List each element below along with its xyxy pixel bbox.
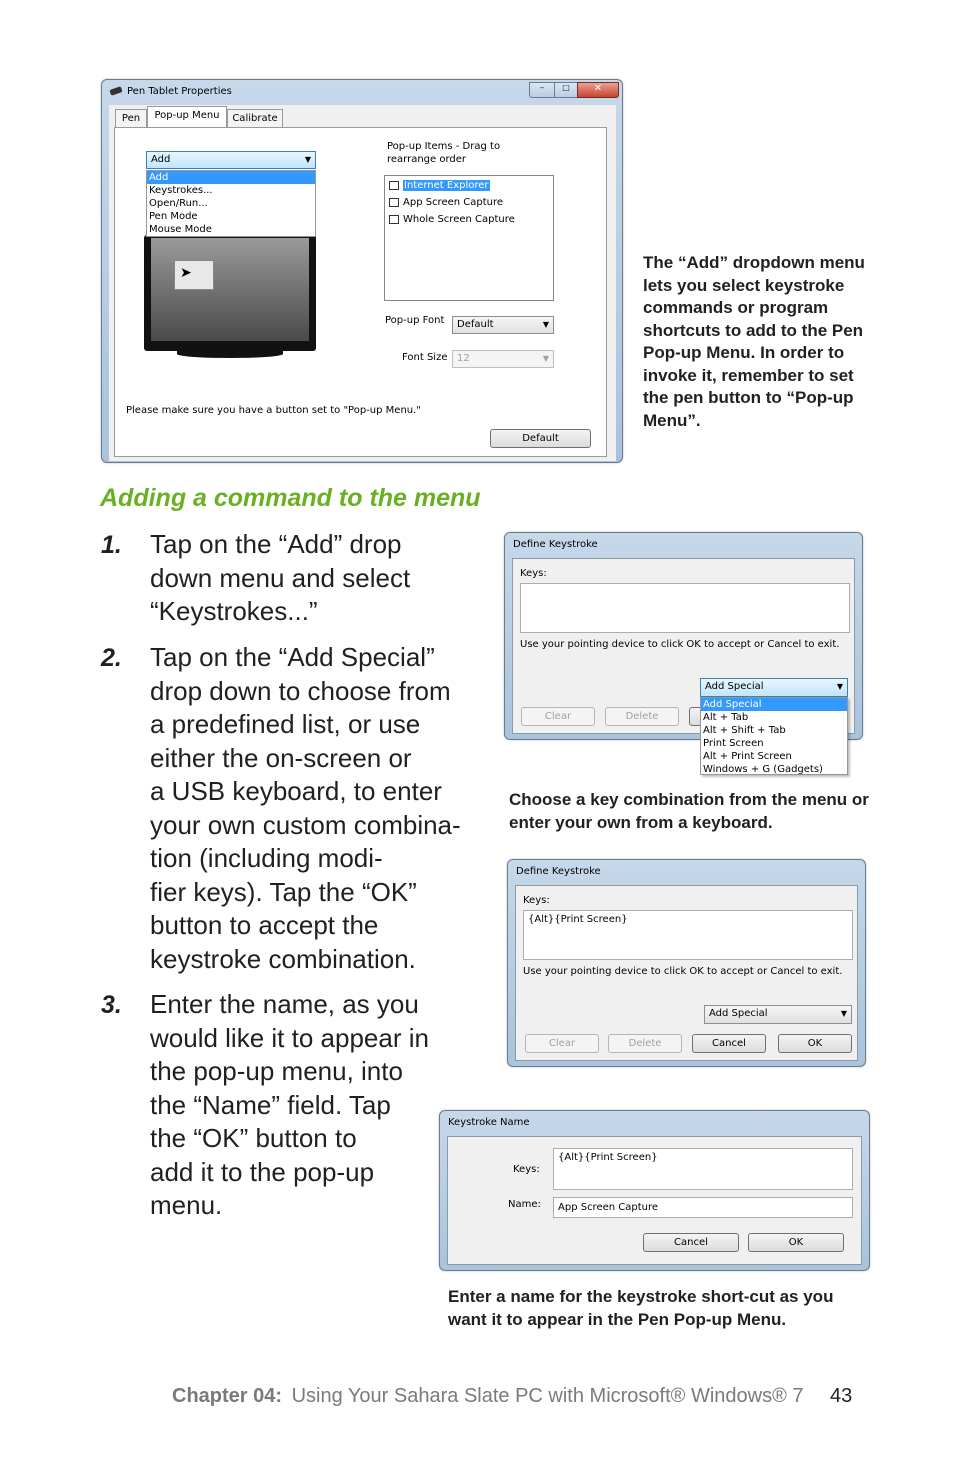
clear-button[interactable]: Clear xyxy=(521,707,595,726)
cursor-icon: ➤ xyxy=(180,265,192,281)
button-notice: Please make sure you have a button set to "Pop-up Menu." xyxy=(126,405,421,416)
monitor-stand xyxy=(177,350,283,358)
chevron-down-icon: ▼ xyxy=(836,682,843,691)
popup-items-list[interactable] xyxy=(384,175,554,301)
add-special-value: Add Special xyxy=(705,681,764,692)
item-icon xyxy=(389,215,399,224)
instruction-text: Use your pointing device to click OK to accept or Cancel to exit. xyxy=(523,966,843,977)
menu-item-alt-shift-tab[interactable]: Alt + Shift + Tab xyxy=(703,725,786,736)
step-line: your own custom combina- xyxy=(150,809,461,840)
menu-item-alt-print-screen[interactable]: Alt + Print Screen xyxy=(703,751,792,762)
add-special-dropdown[interactable] xyxy=(704,1005,852,1024)
menu-item-keystrokes[interactable]: Keystrokes... xyxy=(149,185,213,196)
item-icon xyxy=(389,198,399,207)
add-dropdown[interactable] xyxy=(146,151,316,169)
add-special-value: Add Special xyxy=(709,1008,768,1019)
pen-icon xyxy=(109,86,122,96)
step-line: a predefined list, or use xyxy=(150,709,421,739)
page-number: 43 xyxy=(830,1385,853,1407)
menu-item-mouse-mode[interactable]: Mouse Mode xyxy=(149,224,212,235)
window-title: Define Keystroke xyxy=(513,539,598,550)
caption-key-combination: Choose a key combination from the menu or enter your own from a keyboard. xyxy=(509,790,869,832)
keys-value: {Alt}{Print Screen} xyxy=(528,914,628,925)
tab-calibrate-label: Calibrate xyxy=(232,113,278,124)
tab-popup-menu[interactable] xyxy=(147,106,227,128)
step-line: the “Name” field. Tap xyxy=(150,1089,391,1120)
keys-input[interactable] xyxy=(523,910,853,960)
chevron-down-icon: ▼ xyxy=(542,320,549,329)
popup-item-app-screen-capture[interactable] xyxy=(389,196,503,209)
tab-pen[interactable] xyxy=(115,109,147,127)
popup-item-internet-explorer[interactable] xyxy=(389,179,490,192)
popup-font-value: Default xyxy=(457,319,494,330)
step-line: tion (including modi- xyxy=(150,843,383,873)
add-dropdown-value: Add xyxy=(151,154,171,165)
font-size-label: Font Size xyxy=(402,352,448,363)
footer-chapter: Chapter 04: xyxy=(172,1385,283,1407)
step-1-number: 1. xyxy=(101,531,122,559)
caption-add-dropdown: The “Add” dropdown menu lets you select keystroke commands or program shortcuts to add to the Pen Pop-up Menu. In order to invoke it, remember to set the pen button to “Pop-up Menu”. xyxy=(643,253,865,430)
font-size-value: 12 xyxy=(457,353,470,364)
delete-button[interactable]: Delete xyxy=(605,707,679,726)
step-2-number: 2. xyxy=(101,644,122,672)
font-size-select[interactable] xyxy=(452,350,554,368)
keys-label: Keys: xyxy=(513,1164,540,1175)
name-label: Name: xyxy=(508,1199,541,1210)
window-title: Pen Tablet Properties xyxy=(127,86,232,97)
popup-font-label: Pop-up Font xyxy=(385,315,445,326)
minimize-button[interactable]: – xyxy=(529,82,555,98)
tab-popup-menu-label: Pop-up Menu xyxy=(154,110,220,121)
step-line: fier keys). Tap the “OK” xyxy=(150,876,417,907)
add-special-menu xyxy=(700,697,848,775)
instruction-text: Use your pointing device to click OK to accept or Cancel to exit. xyxy=(520,639,840,650)
step-line: menu. xyxy=(150,1190,223,1220)
tab-calibrate[interactable] xyxy=(227,109,283,127)
cancel-button[interactable]: Cancel xyxy=(692,1034,766,1053)
chevron-down-icon: ▼ xyxy=(840,1009,847,1018)
keystroke-name-window xyxy=(439,1110,870,1271)
keys-value: {Alt}{Print Screen} xyxy=(558,1152,658,1163)
step-line: down menu and select xyxy=(150,562,411,593)
step-line: the “OK” button to xyxy=(150,1123,357,1153)
popup-font-select[interactable] xyxy=(452,316,554,334)
step-line: keystroke combination. xyxy=(150,943,416,974)
step-line: drop down to choose from xyxy=(150,675,451,706)
step-line: Tap on the “Add” drop xyxy=(150,529,402,559)
caption-keystroke-name: Enter a name for the keystroke short-cut as you want it to appear in the Pen Pop-up Menu. xyxy=(448,1287,834,1329)
step-line: the pop-up menu, into xyxy=(150,1056,403,1086)
monitor-illustration xyxy=(144,235,316,351)
window-client xyxy=(447,1136,862,1265)
define-keystroke-window-2 xyxy=(507,859,866,1067)
chevron-down-icon: ▼ xyxy=(304,155,311,164)
menu-item-add-special[interactable]: Add Special xyxy=(701,698,847,711)
default-button[interactable]: Default xyxy=(490,429,591,448)
step-3-number: 3. xyxy=(101,991,122,1019)
keys-label: Keys: xyxy=(520,568,547,579)
menu-item-alt-tab[interactable]: Alt + Tab xyxy=(703,712,749,723)
step-1-text xyxy=(150,528,410,629)
popup-items-label: Pop-up Items - Drag to rearrange order xyxy=(387,141,501,165)
step-line: either the on-screen or xyxy=(150,742,412,773)
step-2-text xyxy=(150,641,461,976)
keys-input[interactable] xyxy=(520,583,850,633)
tab-pen-label: Pen xyxy=(121,113,141,124)
ok-button[interactable]: OK xyxy=(748,1233,844,1252)
step-line: add it to the pop-up xyxy=(150,1156,375,1187)
maximize-button[interactable]: □ xyxy=(554,82,578,98)
step-line: button to accept the xyxy=(150,910,379,940)
popup-item-whole-screen-capture[interactable] xyxy=(389,213,515,226)
menu-item-add[interactable]: Add xyxy=(147,171,315,184)
name-value: App Screen Capture xyxy=(558,1202,659,1213)
footer-title: Using Your Sahara Slate PC with Microsoft® Windows® 7 xyxy=(291,1385,804,1407)
footer xyxy=(172,1385,804,1408)
name-input[interactable] xyxy=(553,1197,853,1218)
step-line: Tap on the “Add Special” xyxy=(150,642,435,672)
add-dropdown-menu xyxy=(146,170,316,237)
window-title: Keystroke Name xyxy=(448,1117,530,1128)
popup-item-label: Whole Screen Capture xyxy=(403,214,515,225)
window-title: Define Keystroke xyxy=(516,866,601,877)
delete-button[interactable]: Delete xyxy=(608,1034,682,1053)
step-line: “Keystrokes...” xyxy=(150,596,318,626)
item-icon xyxy=(389,181,399,190)
cancel-button[interactable]: Cancel xyxy=(643,1233,739,1252)
popup-item-label: App Screen Capture xyxy=(403,197,504,208)
clear-button[interactable]: Clear xyxy=(525,1034,599,1053)
popup-item-label: Internet Explorer xyxy=(404,180,489,191)
pen-tablet-properties-window xyxy=(101,79,623,463)
menu-item-windows-g[interactable]: Windows + G (Gadgets) xyxy=(703,764,823,775)
chevron-down-icon: ▼ xyxy=(542,354,549,363)
close-button[interactable]: ✕ xyxy=(577,82,619,98)
step-3-text xyxy=(150,988,429,1223)
menu-item-pen-mode[interactable]: Pen Mode xyxy=(149,211,198,222)
keys-label: Keys: xyxy=(523,895,550,906)
keys-display xyxy=(553,1148,853,1190)
ok-button[interactable]: OK xyxy=(778,1034,852,1053)
section-heading: Adding a command to the menu xyxy=(100,484,481,512)
add-special-dropdown[interactable] xyxy=(700,678,848,697)
step-line: would like it to appear in xyxy=(150,1022,429,1053)
window-client xyxy=(515,885,858,1061)
step-line: Enter the name, as you xyxy=(150,989,419,1019)
menu-item-open-run[interactable]: Open/Run... xyxy=(149,198,208,209)
menu-item-print-screen[interactable]: Print Screen xyxy=(703,738,764,749)
step-line: a USB keyboard, to enter xyxy=(150,776,442,806)
